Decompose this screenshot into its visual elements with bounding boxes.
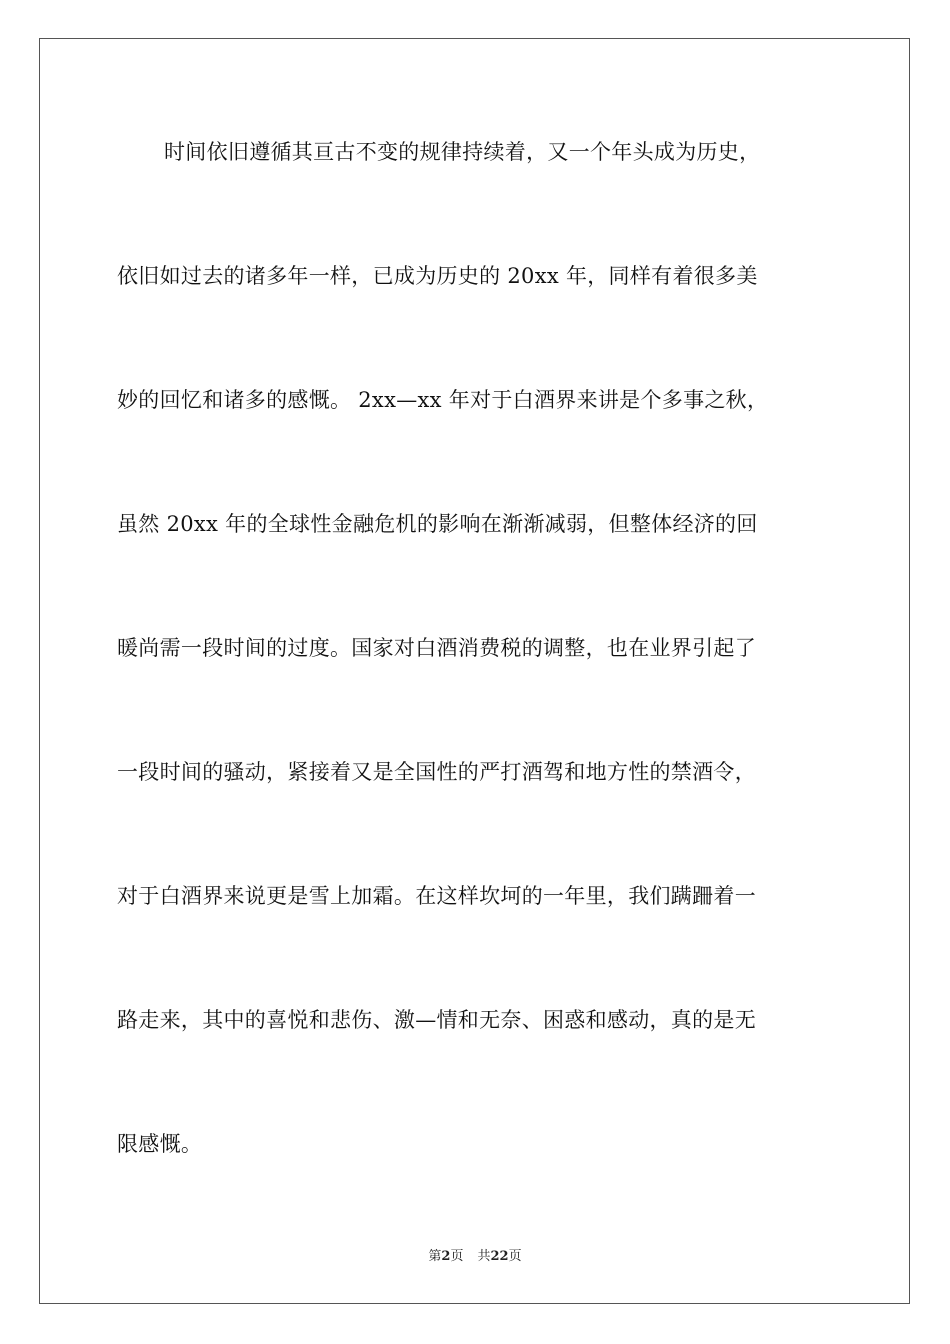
paragraph-line-3: 妙的回忆和诸多的感慨。 2xx—xx 年对于白酒界来讲是个多事之秋， (117, 388, 769, 412)
paragraph-line-4: 虽然 20xx 年的全球性金融危机的影响在渐渐减弱，但整体经济的回 (117, 512, 758, 536)
paragraph-line-1: 时间依旧遵循其亘古不变的规律持续着，又一个年头成为历史， (164, 140, 761, 164)
page-suffix: 页 (450, 1249, 464, 1264)
total-prefix: 共 (477, 1249, 491, 1264)
paragraph-line-7: 对于白酒界来说更是雪上加霜。在这样坎坷的一年里，我们蹒跚着一 (117, 884, 756, 908)
paragraph-line-6: 一段时间的骚动，紧接着又是全国性的严打酒驾和地方性的禁酒令， (117, 760, 756, 784)
paragraph-line-2: 依旧如过去的诸多年一样，已成为历史的 20xx 年，同样有着很多美 (117, 264, 758, 288)
page-footer (0, 1248, 950, 1266)
page-border (39, 38, 910, 1304)
total-suffix: 页 (508, 1249, 522, 1264)
paragraph-line-9: 限感慨。 (117, 1132, 203, 1156)
page-number: 2 (441, 1249, 451, 1264)
total-pages: 22 (490, 1249, 509, 1264)
paragraph-line-5: 暖尚需一段时间的过度。国家对白酒消费税的调整，也在业界引起了 (117, 636, 756, 660)
paragraph-line-8: 路走来，其中的喜悦和悲伤、激—情和无奈、困惑和感动，真的是无 (117, 1008, 756, 1032)
page-prefix: 第 (428, 1249, 442, 1264)
